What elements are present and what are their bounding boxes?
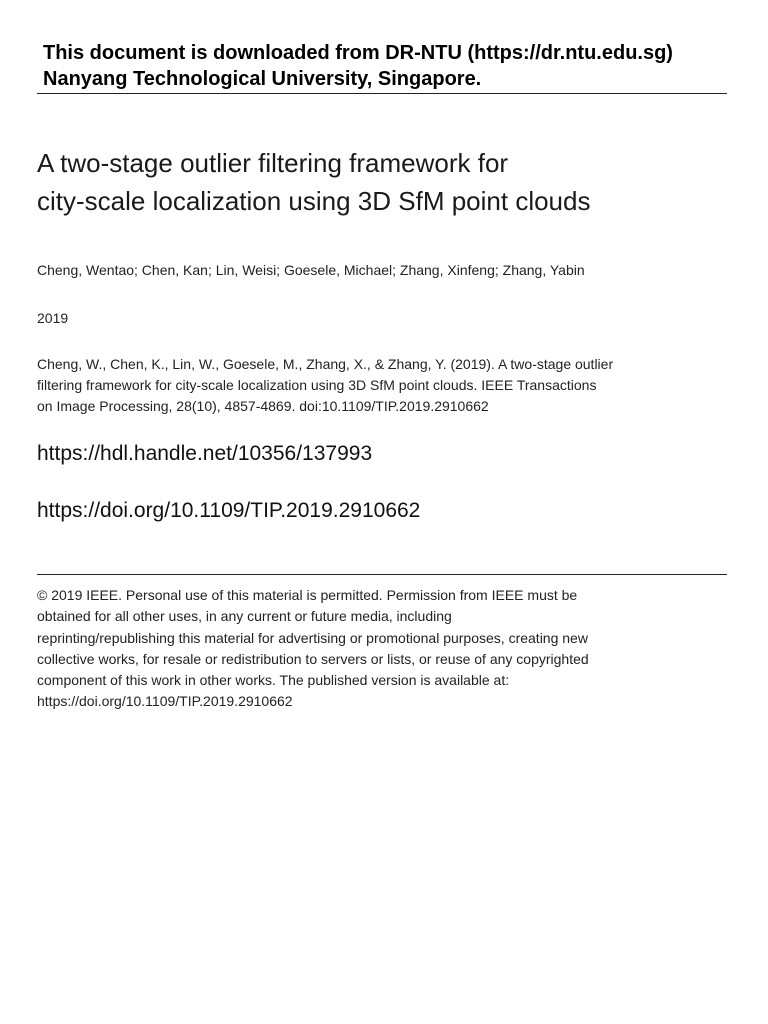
header-divider	[37, 93, 727, 94]
copyright-line-3: reprinting/republishing this material for advertising or promotional purposes, creating new	[37, 629, 588, 646]
copyright-notice	[37, 585, 637, 713]
header-line-university: Nanyang Technological University, Singapore.	[43, 68, 482, 90]
author-list: Cheng, Wentao; Chen, Kan; Lin, Weisi; Goesele, Michael; Zhang, Xinfeng; Zhang, Yabin	[37, 262, 585, 278]
citation-line-3: on Image Processing, 28(10), 4857-4869. doi:10.1109/TIP.2019.2910662	[37, 398, 489, 414]
copyright-line-4: collective works, for resale or redistribution to servers or lists, or reuse of any copyrighted	[37, 650, 589, 667]
citation-text	[37, 354, 637, 417]
citation-line-1: Cheng, W., Chen, K., Lin, W., Goesele, M., Zhang, X., & Zhang, Y. (2019). A two-stage outlier	[37, 356, 614, 372]
copyright-line-5: component of this work in other works. The published version is available at:	[37, 672, 510, 689]
copyright-line-1: © 2019 IEEE. Personal use of this material is permitted. Permission from IEEE must be	[37, 587, 578, 603]
publication-year: 2019	[37, 310, 69, 326]
doi-link[interactable]: https://doi.org/10.1109/TIP.2019.2910662	[37, 499, 421, 522]
title-line-1: A two-stage outlier filtering framework for	[37, 148, 509, 178]
title-line-2: city-scale localization using 3D SfM point clouds	[37, 186, 591, 216]
document-title	[37, 144, 727, 220]
copyright-doi-link[interactable]: https://doi.org/10.1109/TIP.2019.2910662	[37, 693, 293, 710]
copyright-line-2: obtained for all other uses, in any current or future media, including	[37, 608, 452, 625]
header-line-download: This document is downloaded from DR-NTU (https://dr.ntu.edu.sg)	[43, 42, 673, 64]
repository-header	[43, 40, 727, 92]
citation-line-2: filtering framework for city-scale localization using 3D SfM point clouds. IEEE Transactions	[37, 377, 597, 393]
section-divider	[37, 574, 727, 575]
handle-link[interactable]: https://hdl.handle.net/10356/137993	[37, 442, 373, 465]
